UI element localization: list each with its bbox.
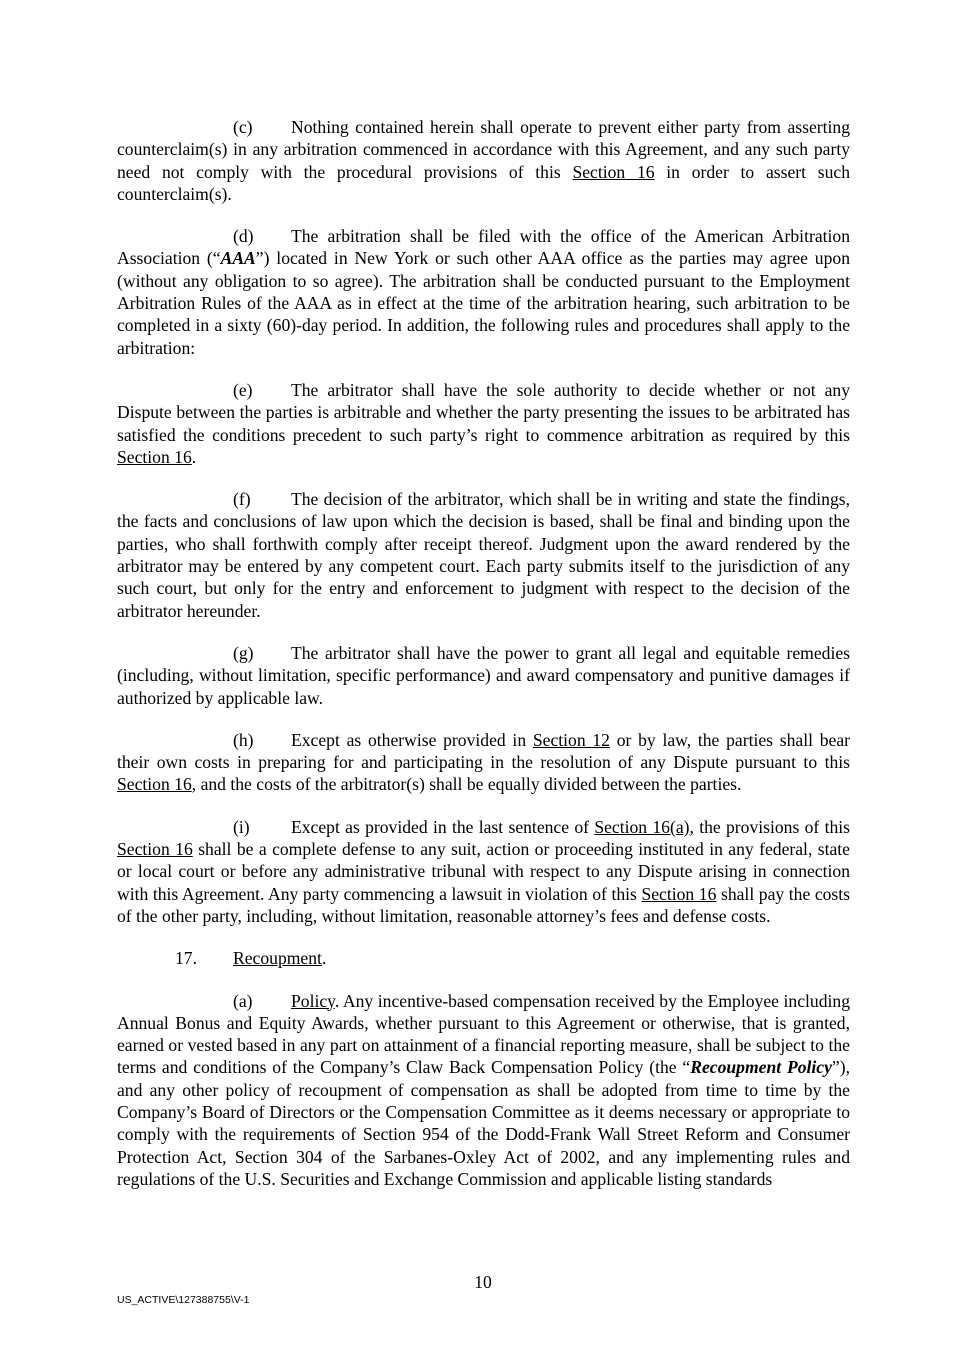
- section-number: 17.: [175, 948, 197, 969]
- section-17-heading: [117, 947, 850, 969]
- paragraph-g: [117, 642, 850, 709]
- paragraph-i: [117, 816, 850, 927]
- section-reference: Section 12: [532, 729, 610, 750]
- paragraph-text: or by law, the parties shall bear their own costs in preparing for and participating in the resolution of any Dispute pursuant to this: [117, 729, 851, 773]
- paragraph-label: (i): [233, 816, 250, 837]
- paragraph-label: (c): [233, 117, 253, 137]
- paragraph-e: [117, 379, 850, 468]
- paragraph-text: Nothing contained herein shall operate to prevent either party from asserting counterclaim(s) in any arbitration commenced in accordance with this Agreement, and any such party need not comply with the procedural provisions of this: [117, 117, 850, 182]
- paragraph-d: [117, 225, 850, 359]
- paragraph-f: [117, 488, 850, 622]
- paragraph-text: shall be a complete defense to any suit, action or proceeding instituted in any federal, state or local court or before any administrative tribunal with respect to any Dispute arising in connection with this Agreement. Any party commencing a lawsuit in violation of this: [117, 839, 850, 904]
- document-id: US_ACTIVE\127388755\V-1: [117, 1294, 250, 1306]
- paragraph-text: The arbitrator shall have the sole authority to decide whether or not any Dispute between the parties is arbitrable and whether the party presenting the issues to be arbitrated has satisfied the conditions precedent to such party’s right to commence arbitration as required by this: [117, 379, 850, 445]
- section-reference: Section 16: [117, 774, 192, 795]
- section-title: Recoupment: [233, 948, 322, 969]
- paragraph-text: The arbitration shall be filed with the office of the American Arbitration Association (“: [117, 226, 850, 269]
- paragraph-text: The decision of the arbitrator, which shall be in writing and state the findings, the facts and conclusions of law upon which the decision is based, shall be final and binding upon the parties, who shall forthwith comply after receipt thereof. Judgment upon the award rendered by the arbitrator may be entered by any competent court. Each party submits itself to the jurisdiction of any such court, but only for the entry and enforcement to judgment with respect to the decision of the arbitrator hereunder.: [117, 489, 850, 621]
- paragraph-label: (h): [233, 729, 254, 750]
- section-reference: Section 16(a): [594, 816, 690, 837]
- defined-term: Recoupment Policy: [690, 1057, 832, 1078]
- paragraph-text: Except as provided in the last sentence of: [291, 816, 595, 837]
- paragraph-text: Except as otherwise provided in: [291, 729, 533, 750]
- paragraph-text: , and the costs of the arbitrator(s) shall be equally divided between the parties.: [191, 774, 742, 795]
- document-page: [117, 116, 850, 1210]
- paragraph-heading: Policy: [291, 990, 335, 1011]
- paragraph-text: in order to assert such counterclaim(s).: [117, 161, 851, 204]
- section-reference: Section 16: [572, 161, 655, 182]
- section-reference: Section 16: [117, 839, 193, 860]
- paragraph-text: , the provisions of this: [689, 816, 851, 837]
- paragraph-h: [117, 729, 850, 796]
- defined-term: AAA: [220, 248, 256, 269]
- paragraph-label: (e): [233, 379, 253, 400]
- paragraph-text: . Any incentive-based compensation received by the Employee including Annual Bonus and Equity Awards, whether pursuant to this Agreement or otherwise, that is granted, earned or vested based in any part on attainment of a financial reporting measure, shall be subject to the terms and conditions of the Company’s Claw Back Compensation Policy (the “: [117, 990, 850, 1078]
- paragraph-17a: [117, 990, 850, 1191]
- paragraph-c: [117, 116, 850, 205]
- paragraph-text: shall pay the costs of the other party, including, without limitation, reasonable attorney’s fees and defense costs.: [117, 883, 851, 926]
- page-number: 10: [474, 1272, 492, 1292]
- section-title-suffix: .: [321, 948, 327, 969]
- paragraph-label: (a): [233, 990, 253, 1011]
- paragraph-text: ”) located in New York or such other AAA office as the parties may agree upon (without any obligation to so agree). The arbitration shall be conducted pursuant to the Employment Arbitration Rules of the AAA as in effect at the time of the arbitration hearing, such arbitration to be completed in a sixty (60)-day period. In addition, the following rules and procedures shall apply to the arbitration:: [117, 248, 850, 358]
- paragraph-text: ”), and any other policy of recoupment of compensation as shall be adopted from time to time by the Company’s Board of Directors or the Compensation Committee as it deems necessary or appropriate to comply with the requirements of Section 954 of the Dodd-Frank Wall Street Reform and Consumer Protection Act, Section 304 of the Sarbanes-Oxley Act of 2002, and any implementing rules and regulations of the U.S. Securities and Exchange Commission and applicable listing standards: [117, 1057, 850, 1189]
- paragraph-label: (f): [233, 489, 251, 510]
- paragraph-text: .: [191, 446, 197, 467]
- section-reference: Section 16: [641, 883, 717, 904]
- section-reference: Section 16: [117, 446, 192, 467]
- paragraph-label: (g): [233, 642, 254, 663]
- paragraph-text: The arbitrator shall have the power to grant all legal and equitable remedies (including, without limitation, specific performance) and award compensatory and punitive damages if authorized by applicable law.: [117, 642, 850, 708]
- paragraph-label: (d): [233, 226, 254, 247]
